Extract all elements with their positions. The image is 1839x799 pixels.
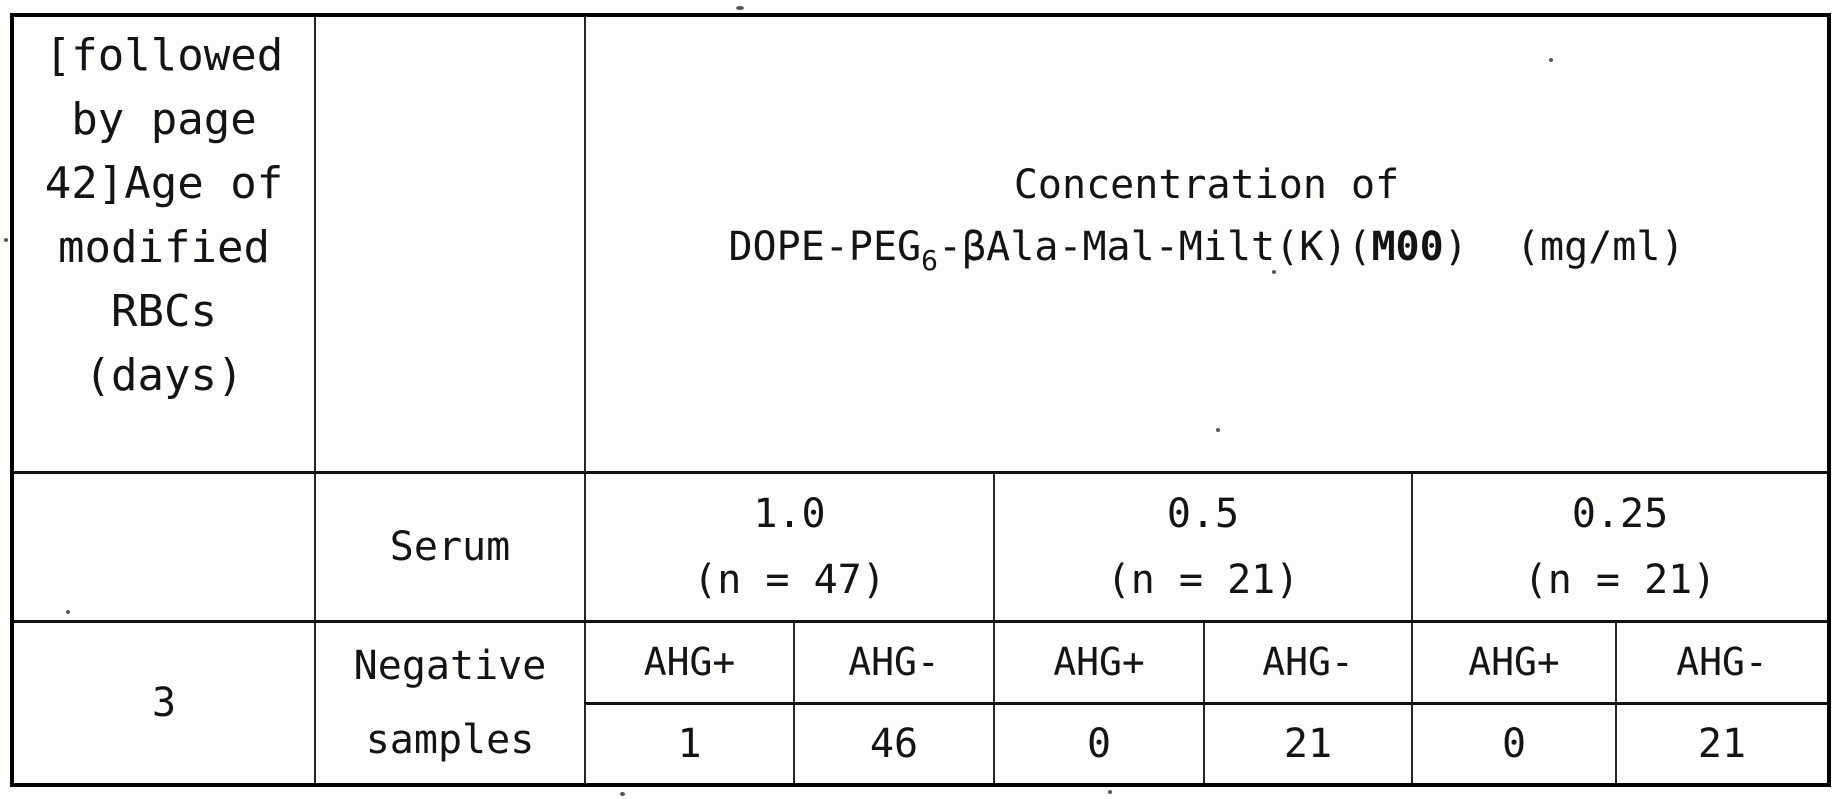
empty-cell (12, 472, 315, 621)
concentration-header-cell (585, 15, 1829, 472)
compound-code: M00 (1371, 224, 1444, 271)
scan-artifact (1216, 428, 1220, 432)
ahg-header-cell: AHG- (1616, 621, 1829, 703)
age-header-line: by page (71, 94, 257, 146)
ahg-header-cell: AHG+ (994, 621, 1204, 703)
value-cell: 46 (794, 703, 994, 785)
value-cell: 0 (994, 703, 1204, 785)
scan-artifact (620, 792, 625, 796)
ahg-header-cell: AHG+ (585, 621, 794, 703)
scan-artifact (4, 238, 8, 242)
scan-artifact (66, 610, 70, 614)
samples-label-line: Negative (353, 642, 547, 689)
conc-n: (n = 21) (1106, 556, 1300, 603)
empty-header-cell (315, 15, 585, 472)
age-value-cell: 3 (12, 621, 315, 785)
scan-artifact (1272, 270, 1276, 274)
age-header-line: 42]Age of (44, 158, 284, 210)
conc-group-cell (585, 472, 994, 621)
serum-row (12, 472, 1829, 621)
conc-group-cell (1412, 472, 1829, 621)
ahg-header-row (12, 621, 1829, 703)
samples-label-line: samples (365, 716, 535, 763)
conc-n: (n = 21) (1523, 556, 1717, 603)
age-header-cell (12, 15, 315, 472)
age-header-line: RBCs (111, 286, 217, 338)
ahg-header-cell: AHG- (1204, 621, 1412, 703)
age-header-line: (days) (84, 350, 244, 402)
scan-artifact (736, 6, 744, 10)
negative-samples-cell (315, 621, 585, 785)
ahg-header-cell: AHG- (794, 621, 994, 703)
header-row (12, 15, 1829, 472)
ahg-header-cell: AHG+ (1412, 621, 1616, 703)
value-cell: 0 (1412, 703, 1616, 785)
serum-label-cell: Serum (315, 472, 585, 621)
conc-group-cell (994, 472, 1412, 621)
conc-value: 0.25 (1571, 490, 1669, 537)
age-header-line: modified (58, 222, 270, 274)
value-cell: 21 (1204, 703, 1412, 785)
age-header-line: [followed (44, 30, 284, 82)
conc-value: 1.0 (753, 490, 826, 537)
scan-artifact (1108, 790, 1112, 794)
concentration-title: Concentration of (1013, 162, 1400, 209)
subscript-6: 6 (921, 244, 938, 278)
results-table (10, 13, 1831, 787)
value-cell: 21 (1616, 703, 1829, 785)
scan-artifact (1549, 58, 1553, 62)
compound-name: DOPE-$PEG_6-\beta Ala-Mal-Milt(K)(M00)$ (mg/ml) (728, 224, 1685, 278)
value-cell: 1 (585, 703, 794, 785)
conc-value: 0.5 (1166, 490, 1240, 537)
conc-n: (n = 47) (693, 556, 886, 603)
